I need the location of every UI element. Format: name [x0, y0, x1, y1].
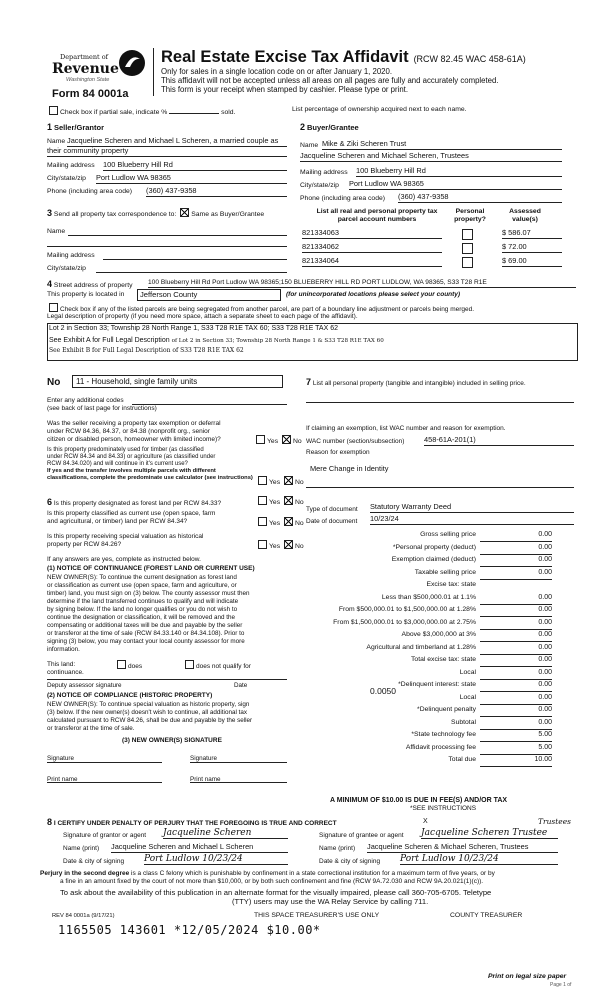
reason-line [306, 487, 574, 488]
notice2-line: or transferor at the time of sale. [47, 725, 135, 732]
notice1-heading: (1) NOTICE OF CONTINUANCE (FOREST LAND OR CURRENT USE) [47, 565, 255, 572]
section6-number: 6 [47, 497, 53, 507]
tax-row-label: Affidavit processing fee [405, 743, 476, 751]
tax-row-label: *Personal property (deduct) [392, 543, 476, 551]
tax-row [306, 731, 556, 743]
yes-label: Yes [269, 543, 281, 550]
seller-city-field[interactable]: Port Ludlow WA 98365 [96, 174, 287, 184]
legal-line2-a: See Exhibit A for Full Legal Description [49, 337, 170, 344]
buyer-heading-text: Buyer/Grantee [306, 123, 359, 132]
certify-row [47, 817, 337, 827]
s6-q3-no-checkbox[interactable] [284, 540, 293, 549]
partial-percent-field[interactable] [169, 113, 219, 114]
personal-property-checkbox[interactable] [462, 229, 473, 240]
tax-row-value[interactable]: 0.00 [480, 681, 552, 692]
section1-number: 1 [47, 122, 53, 132]
s5-q2-bold: If yes and the transfer involves multiple parcels with different classifications, complete the predominate use calculator (see instructions) [47, 468, 253, 481]
segregated-checkbox[interactable] [49, 303, 58, 312]
s6-q1-answer [256, 496, 304, 507]
s5-q1-yes-checkbox[interactable] [256, 435, 265, 444]
tax-row [306, 619, 556, 631]
yes-label: Yes [269, 499, 281, 506]
tax-row-value[interactable]: 0.00 [480, 706, 552, 717]
s5-q1-no-checkbox[interactable] [282, 435, 291, 444]
notice2-line: NEW OWNER(S): To continue special valuation as historic property, sign [47, 701, 250, 708]
form-rcw: (RCW 82.45 WAC 458-61A) [413, 54, 526, 64]
s5-q1-answer [254, 435, 302, 446]
tax-row [306, 669, 556, 681]
tax-row [306, 556, 556, 568]
county-treasurer: COUNTY TREASURER [450, 912, 523, 919]
does-label: does [128, 663, 143, 670]
tax-row [306, 756, 556, 768]
notice1-line: timber) land, you must sign on (3) below. The county assessor must then [47, 590, 250, 597]
parcel-number[interactable]: 821334062 [302, 243, 442, 253]
tax-row [306, 594, 556, 606]
exemption-label: If claiming an exemption, list WAC number and reason for exemption. [306, 425, 506, 432]
does-not-checkbox[interactable] [185, 660, 194, 669]
notice2-line: (3) below. If the new owner(s) doesn't wish to continue, all additional tax [47, 709, 248, 716]
no-label: No [294, 520, 304, 527]
revenue-logo-icon [118, 49, 146, 77]
legal-line3: See Exhibit B for Full Legal Description of S33 T28 R1E TAX 62 [49, 347, 244, 354]
assessed-value[interactable]: $ 69.00 [502, 257, 562, 267]
notice2-heading: (2) NOTICE OF COMPLIANCE (HISTORIC PROPERTY) [47, 692, 213, 699]
tax-row-label: Taxable selling price [414, 568, 476, 576]
deputy-date-label: Date [234, 682, 248, 689]
grantor-sig-label: Signature of grantor or agent [63, 832, 147, 839]
notice1-line: or transferor at the time of sale (RCW 84.33.140 or 84.34.108). Prior to [47, 630, 245, 637]
tax-row-value[interactable]: 0.00 [480, 631, 552, 642]
doc-date-field[interactable]: 10/23/24 [370, 515, 574, 525]
partial-sale-checkbox[interactable] [49, 106, 58, 115]
grantor-print-field[interactable]: Jacqueline Scheren and Michael L Scheren [111, 843, 288, 853]
buyer-name-line1[interactable]: Mike & Ziki Scheren Trust [322, 140, 562, 150]
rev-no: REV 84 0001a [52, 913, 90, 919]
tax-row [306, 631, 556, 643]
does-not-label: does not qualify for [196, 663, 251, 670]
same-as-buyer-label: Same as Buyer/Grantee [191, 211, 265, 218]
doc-type-field[interactable]: Statutory Warranty Deed [370, 503, 574, 513]
tax-row-label: Gross selling price [420, 531, 476, 538]
reason-label: Reason for exemption [306, 449, 370, 456]
deputy-signature-field[interactable] [47, 679, 287, 680]
tax-row-label: Agricultural and timberland at 1.28% [366, 643, 476, 651]
alt-format-line2: (TTY) users may use the WA Relay Service by calling 711. [232, 897, 429, 906]
s4-street-row [47, 279, 133, 290]
header-sub1: Only for sales in a single location code on or after January 1, 2020. [161, 67, 393, 76]
legal-line2-b: of Lot 2 in Section 33; Township 28 North Range 1 & S33 T28 R1E TAX 60 [171, 338, 384, 344]
treasurer-use: THIS SPACE TREASURER'S USE ONLY [254, 912, 380, 919]
section3-number: 3 [47, 208, 53, 218]
segregated-row [47, 303, 474, 313]
tax-row-label: Total excise tax: state [411, 656, 476, 663]
dept-line3: Washington State [66, 77, 110, 83]
local-rate: 0.0050 [370, 686, 396, 696]
tax-row [306, 694, 556, 706]
s6-q3-l1: Is this property receiving special valuation as historical [47, 533, 204, 540]
s3-mailing-label: Mailing address [47, 252, 95, 259]
s6-if-yes: If any answers are yes, complete as instructed below. [47, 556, 201, 563]
section3-text: Send all property tax correspondence to: [53, 211, 177, 218]
s3-city-label: City/state/zip [47, 265, 86, 272]
s6-q2-answer [256, 517, 304, 528]
section7-text [306, 377, 574, 387]
this-land-label: This land: [47, 661, 76, 668]
buyer-city-field[interactable]: Port Ludlow WA 98365 [349, 180, 562, 190]
buyer-name-line2[interactable]: Jacqueline Scheren and Michael Scheren, Trustees [300, 152, 562, 162]
legal-line2 [49, 337, 384, 345]
unincorporated-note: (for unincorporated locations please select your county) [286, 291, 461, 298]
segregated-label: Check box if any of the listed parcels are being segregated from another parcel, are part of a boundary line adjustment or parcels being merged. [60, 306, 475, 313]
legal-paper-note: Print on legal size paper [488, 973, 567, 980]
tax-row-value[interactable] [480, 581, 552, 591]
s5-q2-l2: under RCW 84.34 and 84.33) or agriculture (as classified under [47, 454, 216, 460]
page-number: Page 1 of [550, 982, 572, 988]
notice2-line: calculated pursuant to RCW 84.26, shall be due and payable by the seller [47, 717, 253, 724]
parcel-number[interactable]: 821334064 [302, 257, 442, 267]
buyer-phone-field[interactable]: (360) 437-9358 [398, 193, 562, 203]
tax-row [306, 531, 556, 543]
tax-row-label: Less than $500,000.01 at 1.1% [381, 593, 476, 601]
yes-label: Yes [267, 438, 279, 445]
s6-q3-l2: property per RCW 84.26? [47, 541, 122, 548]
tax-row-label: Local [459, 693, 476, 701]
tax-row-label: Above $3,000,000 at 3% [401, 631, 476, 638]
addl-codes-label: Enter any additional codes [47, 397, 124, 404]
s5-q2-yes-checkbox[interactable] [258, 476, 267, 485]
no-label: No [294, 499, 304, 506]
tax-row-value[interactable]: 0.00 [480, 556, 552, 567]
s5-q2-l3: RCW 84.34.020) and will continue in it's current use? [47, 461, 188, 467]
tax-row-value[interactable]: 10.00 [480, 756, 552, 767]
grantee-date-field[interactable]: Port Ludlow 10/23/24 [400, 854, 558, 865]
s6-q2-yes-checkbox[interactable] [258, 517, 267, 526]
rev-date: (9/17/21) [91, 913, 115, 919]
sold-label: sold. [221, 109, 236, 116]
tax-row-label: Local [459, 668, 476, 676]
yes-label: Yes [269, 479, 281, 486]
perjury-line2: a fine in an amount fixed by the court of not more than $10,000, or by both such confinement and fine (RCW 9A.72.030 and RCW 9A.20.021(1)(c)). [60, 878, 484, 885]
section7-desc: List all personal property (tangible and intangible) included in selling price. [312, 380, 526, 387]
tax-row-label: *Delinquent interest: state [398, 681, 476, 688]
tax-row-label: Subtotal [451, 718, 476, 726]
section7-number: 7 [306, 377, 312, 387]
no-label: No [294, 543, 304, 550]
continuance-label: continuance. [47, 669, 84, 676]
perjury-line1 [40, 870, 495, 877]
section8-number: 8 [47, 817, 53, 827]
tax-row-value[interactable]: 0.00 [480, 644, 552, 655]
trustees-note: Trustees [538, 817, 572, 826]
s6-q1-yes-checkbox[interactable] [258, 496, 267, 505]
s5-q2-no-checkbox[interactable] [284, 476, 293, 485]
personal-property-checkbox[interactable] [462, 257, 473, 268]
seller-name-line2[interactable]: their community property [47, 147, 287, 157]
tax-row-label: *State technology fee [411, 731, 476, 738]
section5-number: No [47, 377, 61, 388]
grantor-date-label: Date & city of signing [63, 858, 125, 865]
notice1-line: determine if the land transferred continues to qualify and will indicate [47, 598, 239, 605]
addl-codes-note: (see back of last page for instructions) [47, 405, 157, 412]
tax-row-value[interactable]: 0.00 [480, 669, 552, 680]
alt-format-line1: To ask about the availability of this publication in an alternate format for the visually impaired, please call 360-705-6705. Teletype [60, 888, 492, 897]
seller-city-label: City/state/zip [47, 175, 86, 182]
notice1-line: or classification as current use (open space, farm and agriculture, or [47, 582, 237, 589]
certify-text: I CERTIFY UNDER PENALTY OF PERJURY THAT THE FOREGOING IS TRUE AND CORRECT [53, 820, 337, 827]
doc-date-label: Date of document [306, 518, 358, 525]
header-sub3: This form is your receipt when stamped by cashier. Please type or print. [161, 85, 409, 94]
located-label: This property is located in [47, 291, 125, 298]
grantor-signature[interactable]: Jacqueline Scheren [163, 828, 288, 839]
grantee-signature[interactable]: Jacqueline Scheren Trustee [421, 828, 558, 839]
perjury-rest1: is a class C felony which is punishable by confinement in a state correctional institution for a maximum term of five years, or by [129, 870, 495, 877]
s3-name-label: Name [47, 228, 66, 235]
buyer-phone-label: Phone (including area code) [300, 195, 386, 202]
seller-phone-field[interactable]: (360) 437-9358 [146, 187, 287, 197]
header-sub2: This affidavit will not be accepted unless all areas on all pages are fully and accurately completed. [161, 76, 499, 85]
tax-row-value[interactable]: 0.00 [480, 569, 552, 580]
tax-row-value[interactable]: 5.00 [480, 744, 552, 755]
cashier-stamp: 1165505 143601 *12/05/2024 $10.00* [58, 923, 321, 937]
tax-row [306, 744, 556, 756]
notice1-line: information. [47, 646, 80, 653]
s5-q2-l1: Is this property predominately used for timber (as classified [47, 447, 204, 453]
s5-q1-l2: under RCW 84.36, 84.37, or 84.38 (nonprofit org., senior [47, 428, 210, 435]
tax-row [306, 606, 556, 618]
s5-q1-l3: citizen or disabled person, homeowner with limited income)? [47, 436, 221, 443]
section3-heading [47, 208, 264, 219]
buyer-city-label: City/state/zip [300, 182, 339, 189]
tax-row [306, 656, 556, 668]
seller-mailing-field[interactable]: 100 Blueberry Hill Rd [103, 161, 287, 171]
form-number: Form 84 0001a [52, 88, 129, 100]
tax-row [306, 544, 556, 556]
tax-row [306, 681, 556, 693]
seller-heading-text: Seller/Grantor [53, 123, 104, 132]
tax-row-label: Excise tax: state [426, 581, 476, 588]
tax-row [306, 706, 556, 718]
dept-logo-text: Revenue [52, 61, 119, 77]
tax-row-value[interactable]: 0.00 [480, 544, 552, 555]
partial-sale-row [47, 106, 235, 117]
land-use-select[interactable]: 11 - Household, single family units [72, 375, 283, 388]
s6-q2-no-checkbox[interactable] [284, 517, 293, 526]
same-as-buyer-checkbox[interactable] [180, 208, 189, 217]
tax-row-value[interactable]: 0.00 [480, 606, 552, 617]
notice1-line: signing (3) below, you may contact your local county assessor for more [47, 638, 245, 645]
assessed-value[interactable]: $ 586.07 [502, 229, 562, 239]
parcel-header: List all real and personal property tax parcel account numbers [316, 208, 438, 223]
parcel-number[interactable]: 821334063 [302, 229, 442, 239]
county-select[interactable]: Jefferson County [137, 289, 281, 301]
seller-phone-label: Phone (including area code) [47, 188, 133, 195]
tax-row [306, 719, 556, 731]
rev-number [52, 913, 115, 920]
owner-print-label-2: Print name [190, 776, 221, 783]
s5-q1-l1: Was the seller receiving a property tax exemption or deferral [47, 420, 221, 427]
personal-property-field[interactable] [306, 402, 574, 403]
ownership-note: List percentage of ownership acquired next to each name. [292, 106, 467, 113]
tax-row-label: Exemption claimed (deduct) [391, 556, 476, 563]
assessed-value[interactable]: $ 72.00 [502, 243, 562, 253]
notice1-line: compensating or additional taxes will be due and payable by the seller [47, 622, 243, 629]
s6-q3-yes-checkbox[interactable] [258, 540, 267, 549]
minimum-note: A MINIMUM OF $10.00 IS DUE IN FEE(S) AND/OR TAX [330, 797, 508, 804]
does-not-option [183, 660, 251, 670]
no-label: No [292, 438, 302, 445]
s6-q3-answer [256, 540, 304, 551]
yes-label: Yes [269, 520, 281, 527]
tax-row-value[interactable]: 0.00 [480, 694, 552, 705]
dept-line1: Department of [60, 53, 109, 61]
s3-mailing-field[interactable] [103, 259, 287, 260]
legal-line1: Lot 2 in Section 33; Township 28 North Range 1, S33 T28 R1E TAX 60; S33 T28 R1E TAX 62 [49, 325, 338, 332]
form-title-text: Real Estate Excise Tax Affidavit [161, 48, 409, 66]
s3-name-field2[interactable] [47, 246, 287, 247]
notice1-line: continue the designation or classification, it will be removed and the [47, 614, 235, 621]
buyer-name-label: Name [300, 142, 319, 149]
section4-number: 4 [47, 279, 53, 289]
does-checkbox[interactable] [117, 660, 126, 669]
x-mark-grantee: X [423, 818, 428, 825]
header-divider [153, 48, 154, 96]
street-label: Street address of property [53, 282, 133, 289]
grantee-sig-label: Signature of grantee or agent [319, 832, 404, 839]
tax-row-label: *Delinquent penalty [417, 706, 476, 713]
tax-row-value[interactable]: 0.00 [480, 719, 552, 730]
notice1-line: by signing below. If the land no longer qualifies or you do not wish to [47, 606, 238, 613]
s5-q2-answer [256, 476, 304, 487]
tax-row-label: Total due [448, 756, 476, 763]
tax-row-value[interactable]: 0.00 [480, 594, 552, 605]
grantee-date-label: Date & city of signing [319, 858, 381, 865]
grantor-date-field[interactable]: Port Ludlow 10/23/24 [144, 854, 288, 865]
partial-sale-label: Check box if partial sale, indicate % [60, 109, 168, 116]
grantor-print-label: Name (print) [63, 845, 100, 852]
tax-row-label: From $1,500,000.01 to $3,000,000.00 at 2.75% [333, 618, 476, 626]
s6-q2-l1: Is this property classified as current use (open space, farm [47, 510, 216, 517]
s6-q1-text: Is this property designated as forest land per RCW 84.33? [53, 500, 222, 507]
grantee-print-field[interactable]: Jacqueline Scheren & Michael Scheren, Trustees [367, 843, 558, 853]
s6-q1-no-checkbox[interactable] [284, 496, 293, 505]
tax-row [306, 644, 556, 656]
seller-name-label: Name [47, 138, 66, 145]
tax-row-label: From $500,000.01 to $1,500,000.00 at 1.28% [338, 606, 476, 613]
seller-name-line1[interactable]: Jacqueline Scheren and Michael L Scheren, a married couple as [67, 137, 287, 147]
form-title [161, 48, 526, 67]
notice1-line: NEW OWNER(S): To continue the current designation as forest land [47, 574, 237, 581]
reason-field[interactable]: Mere Change in Identity [310, 464, 389, 473]
wac-field[interactable]: 458-61A-201(1) [424, 436, 574, 446]
s3-name-field[interactable] [68, 235, 287, 236]
owner-sig-label-2: Signature [190, 755, 217, 762]
owner-sig-heading: (3) NEW OWNER(S) SIGNATURE [122, 737, 222, 744]
assessed-header: Assessed value(s) [509, 208, 541, 223]
buyer-heading [300, 122, 359, 133]
tax-row-value[interactable]: 0.00 [480, 656, 552, 667]
does-option [115, 660, 142, 670]
see-instructions: *SEE INSTRUCTIONS [410, 805, 477, 812]
owner-sig-label: Signature [47, 755, 74, 762]
tax-row [306, 569, 556, 581]
s6-q2-l2: and agricultural, or timber) land per RCW 84.34? [47, 518, 188, 525]
buyer-mailing-label: Mailing address [300, 169, 348, 176]
section2-number: 2 [300, 122, 306, 132]
deputy-label: Deputy assessor signature [47, 682, 122, 689]
grantee-print-label: Name (print) [319, 845, 356, 852]
no-label: No [294, 479, 304, 486]
personal-property-checkbox[interactable] [462, 243, 473, 254]
tax-row-value[interactable]: 0.00 [480, 531, 552, 542]
tax-row-value[interactable]: 5.00 [480, 731, 552, 742]
tax-row-value[interactable]: 0.00 [480, 619, 552, 630]
legal-desc-label: Legal description of property (if you need more space, attach a separate sheet to each page of the affidavit). [47, 313, 358, 320]
s6-q1 [47, 497, 221, 507]
perjury-bold: Perjury in the second degree [40, 870, 130, 877]
owner-print-label: Print name [47, 776, 78, 783]
personal-header: Personal property? [454, 208, 486, 223]
doc-type-label: Type of document [306, 506, 358, 513]
seller-heading [47, 122, 104, 133]
wac-label: WAC number (section/subsection) [306, 438, 405, 445]
tax-row [306, 581, 556, 593]
s3-city-field[interactable] [96, 272, 287, 273]
seller-mailing-label: Mailing address [47, 162, 95, 169]
legal-description-box[interactable] [47, 323, 578, 361]
buyer-mailing-field[interactable]: 100 Blueberry Hill Rd [356, 167, 562, 177]
street-address-field[interactable]: 100 Blueberry Hill Rd Port Ludlow WA 98365;150 BLUEBERRY HILL RD PORT LUDLOW, WA 98365, S33 T28 R1E [148, 279, 576, 288]
